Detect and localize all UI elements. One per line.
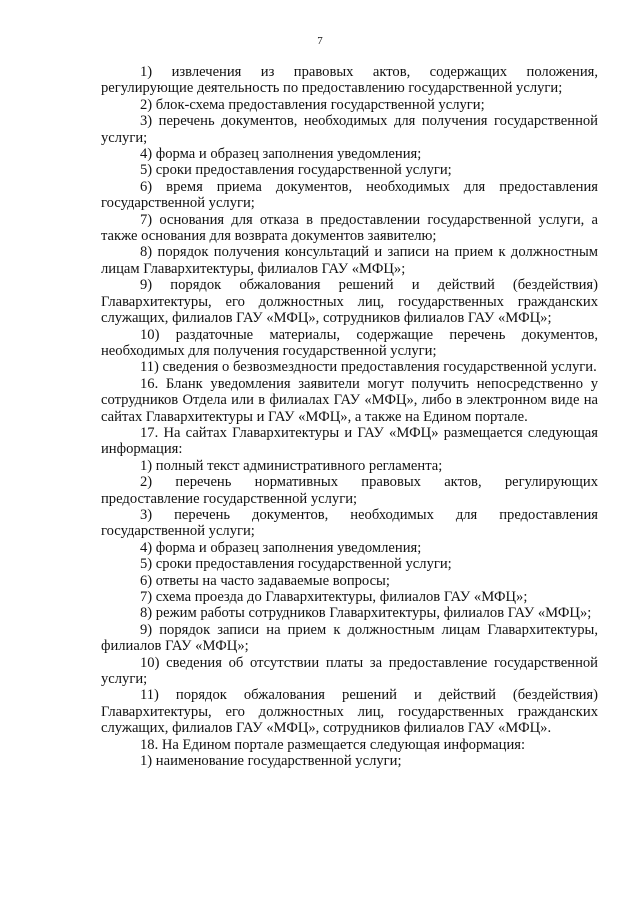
paragraph: 5) сроки предоставления государственной услуги; — [140, 556, 452, 573]
paragraph: 11) порядок обжалования решений и действий (бездействия) Главархитектуры, его должностных лиц, государственных гражданских служащих, филиалов ГАУ «МФЦ», сотрудников филиалов ГАУ «МФЦ». — [101, 687, 598, 737]
paragraph: 9) порядок обжалования решений и действий (бездействия) Главархитектуры, его должностных лиц, государственных гражданских служащих, филиалов ГАУ «МФЦ», сотрудников филиалов ГАУ «МФЦ»; — [101, 277, 598, 327]
paragraph: 1) извлечения из правовых актов, содержащих положения, регулирующие деятельность по предоставлению государственной услуги; — [101, 64, 598, 97]
paragraph: 1) полный текст административного регламента; — [140, 457, 443, 474]
paragraph: 2) перечень нормативных правовых актов, регулирующих предоставление государственной услуги; — [101, 474, 598, 507]
paragraph: 4) форма и образец заполнения уведомления; — [140, 539, 422, 556]
paragraph: 16. Бланк уведомления заявители могут получить непосредственно у сотрудников Отдела или в филиалах ГАУ «МФЦ», либо в электронном виде на сайтах Главархитектуры и ГАУ «МФЦ», а также на Едином портале. — [101, 375, 598, 425]
paragraph: 3) перечень документов, необходимых для получения государственной услуги; — [101, 113, 598, 146]
paragraph: 10) раздаточные материалы, содержащие перечень документов, необходимых для получения государственной услуги; — [101, 326, 598, 359]
paragraph: 2) блок-схема предоставления государственной услуги; — [140, 96, 485, 113]
paragraph: 11) сведения о безвозмездности предоставления государственной услуги. — [140, 359, 597, 376]
paragraph: 9) порядок записи на прием к должностным лицам Главархитектуры, филиалов ГАУ «МФЦ»; — [101, 621, 598, 655]
paragraph: 4) форма и образец заполнения уведомления; — [140, 146, 422, 163]
page-number: 7 — [317, 35, 323, 47]
paragraph: 6) ответы на часто задаваемые вопросы; — [140, 572, 390, 589]
paragraph: 10) сведения об отсутствии платы за предоставление государственной услуги; — [101, 654, 598, 688]
paragraph: 18. На Едином портале размещается следующая информация: — [140, 736, 526, 753]
paragraph: 7) основания для отказа в предоставлении государственной услуги, а также основания для возврата документов заявителю; — [101, 211, 598, 245]
paragraph: 17. На сайтах Главархитектуры и ГАУ «МФЦ» размещается следующая информация: — [101, 424, 598, 458]
paragraph: 8) режим работы сотрудников Главархитектуры, филиалов ГАУ «МФЦ»; — [140, 605, 592, 622]
paragraph: 1) наименование государственной услуги; — [140, 753, 402, 770]
paragraph: 3) перечень документов, необходимых для предоставления государственной услуги; — [101, 506, 598, 540]
paragraph: 6) время приема документов, необходимых для предоставления государственной услуги; — [101, 178, 598, 212]
paragraph: 7) схема проезда до Главархитектуры, филиалов ГАУ «МФЦ»; — [140, 589, 528, 605]
document-body — [101, 64, 598, 769]
paragraph: 8) порядок получения консультаций и записи на прием к должностным лицам Главархитектуры, филиалов ГАУ «МФЦ»; — [101, 244, 598, 277]
paragraph: 5) сроки предоставления государственной услуги; — [140, 162, 452, 179]
